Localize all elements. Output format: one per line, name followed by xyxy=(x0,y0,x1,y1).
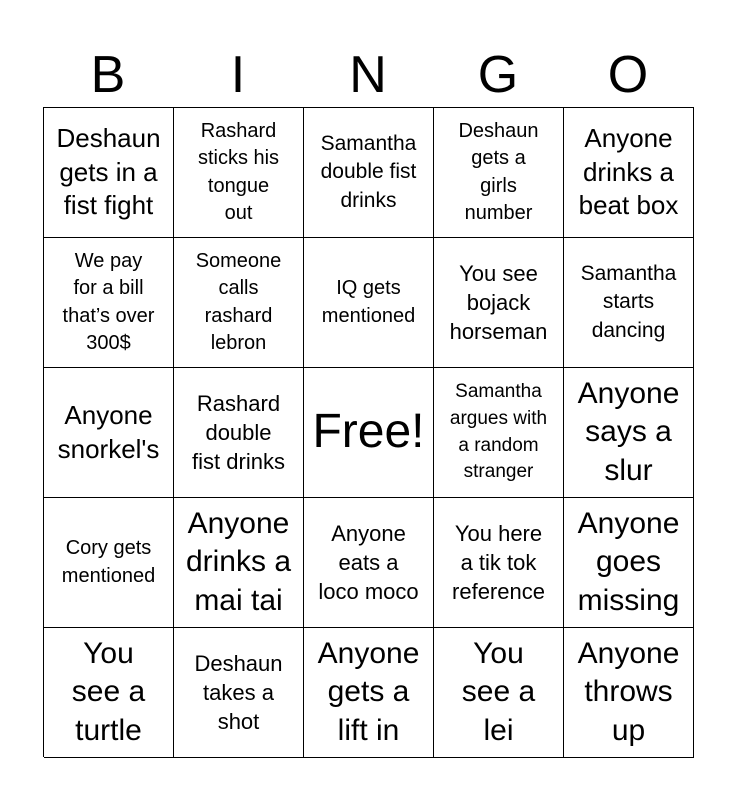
bingo-cell[interactable] xyxy=(304,498,434,628)
bingo-cell[interactable] xyxy=(564,498,694,628)
cell-text: Samantha argues with a random stranger xyxy=(449,380,548,483)
header-letter-i: I xyxy=(230,46,246,104)
cell-text: Anyone drinks a mai tai xyxy=(185,506,292,617)
cell-text: Anyone eats a loco moco xyxy=(318,520,419,605)
cell-text: You here a tik tok reference xyxy=(452,520,545,605)
cell-text: Rashard double fist drinks xyxy=(192,390,285,475)
bingo-cell[interactable] xyxy=(564,628,694,758)
cell-text: We pay for a bill that’s over 300$ xyxy=(62,249,155,354)
bingo-header xyxy=(43,42,693,108)
bingo-cell[interactable] xyxy=(44,368,174,498)
bingo-cell[interactable] xyxy=(174,628,304,758)
bingo-cell[interactable] xyxy=(304,108,434,238)
cell-text: IQ gets mentioned xyxy=(321,277,416,327)
header-letter-b: B xyxy=(90,46,126,104)
cell-text: Deshaun takes a shot xyxy=(194,650,283,735)
bingo-cell[interactable] xyxy=(44,498,174,628)
cell-text: Samantha double fist drinks xyxy=(320,131,417,212)
cell-text: Cory gets mentioned xyxy=(61,537,156,587)
cell-text: Anyone throws up xyxy=(577,636,680,747)
bingo-cell[interactable] xyxy=(44,238,174,368)
header-letter-o: O xyxy=(607,46,649,104)
bingo-cell[interactable] xyxy=(564,368,694,498)
header-letter-g: G xyxy=(477,46,519,104)
header-letter-n: N xyxy=(349,46,387,104)
free-space-text: Free! xyxy=(312,405,425,459)
bingo-cell[interactable] xyxy=(174,238,304,368)
cell-text: You see a turtle xyxy=(71,636,146,747)
bingo-cell[interactable] xyxy=(564,238,694,368)
cell-text: Anyone goes missing xyxy=(577,506,680,617)
cell-text: Rashard sticks his tongue out xyxy=(197,119,280,224)
bingo-cell[interactable] xyxy=(174,368,304,498)
free-space-cell[interactable] xyxy=(304,368,434,498)
bingo-cell[interactable] xyxy=(434,628,564,758)
bingo-cell[interactable] xyxy=(564,108,694,238)
bingo-cell[interactable] xyxy=(304,628,434,758)
cell-text: You see bojack horseman xyxy=(449,260,548,345)
cell-text: You see a lei xyxy=(461,636,536,747)
bingo-cell[interactable] xyxy=(434,108,564,238)
cell-text: Anyone says a slur xyxy=(577,376,680,487)
bingo-cell[interactable] xyxy=(44,628,174,758)
bingo-cell[interactable] xyxy=(434,498,564,628)
cell-text: Anyone gets a lift in xyxy=(317,636,420,747)
cell-text: Deshaun gets a girls number xyxy=(458,119,539,224)
bingo-cell[interactable] xyxy=(304,238,434,368)
bingo-cell[interactable] xyxy=(174,498,304,628)
bingo-cell[interactable] xyxy=(174,108,304,238)
bingo-cell[interactable] xyxy=(44,108,174,238)
bingo-cell[interactable] xyxy=(434,368,564,498)
cell-text: Anyone drinks a beat box xyxy=(578,122,679,221)
cell-text: Someone calls rashard lebron xyxy=(195,249,282,354)
cell-text: Deshaun gets in a fist fight xyxy=(56,122,161,221)
bingo-cell[interactable] xyxy=(434,238,564,368)
cell-text: Anyone snorkel's xyxy=(57,399,160,464)
bingo-board xyxy=(43,107,694,757)
cell-text: Samantha starts dancing xyxy=(580,261,677,342)
